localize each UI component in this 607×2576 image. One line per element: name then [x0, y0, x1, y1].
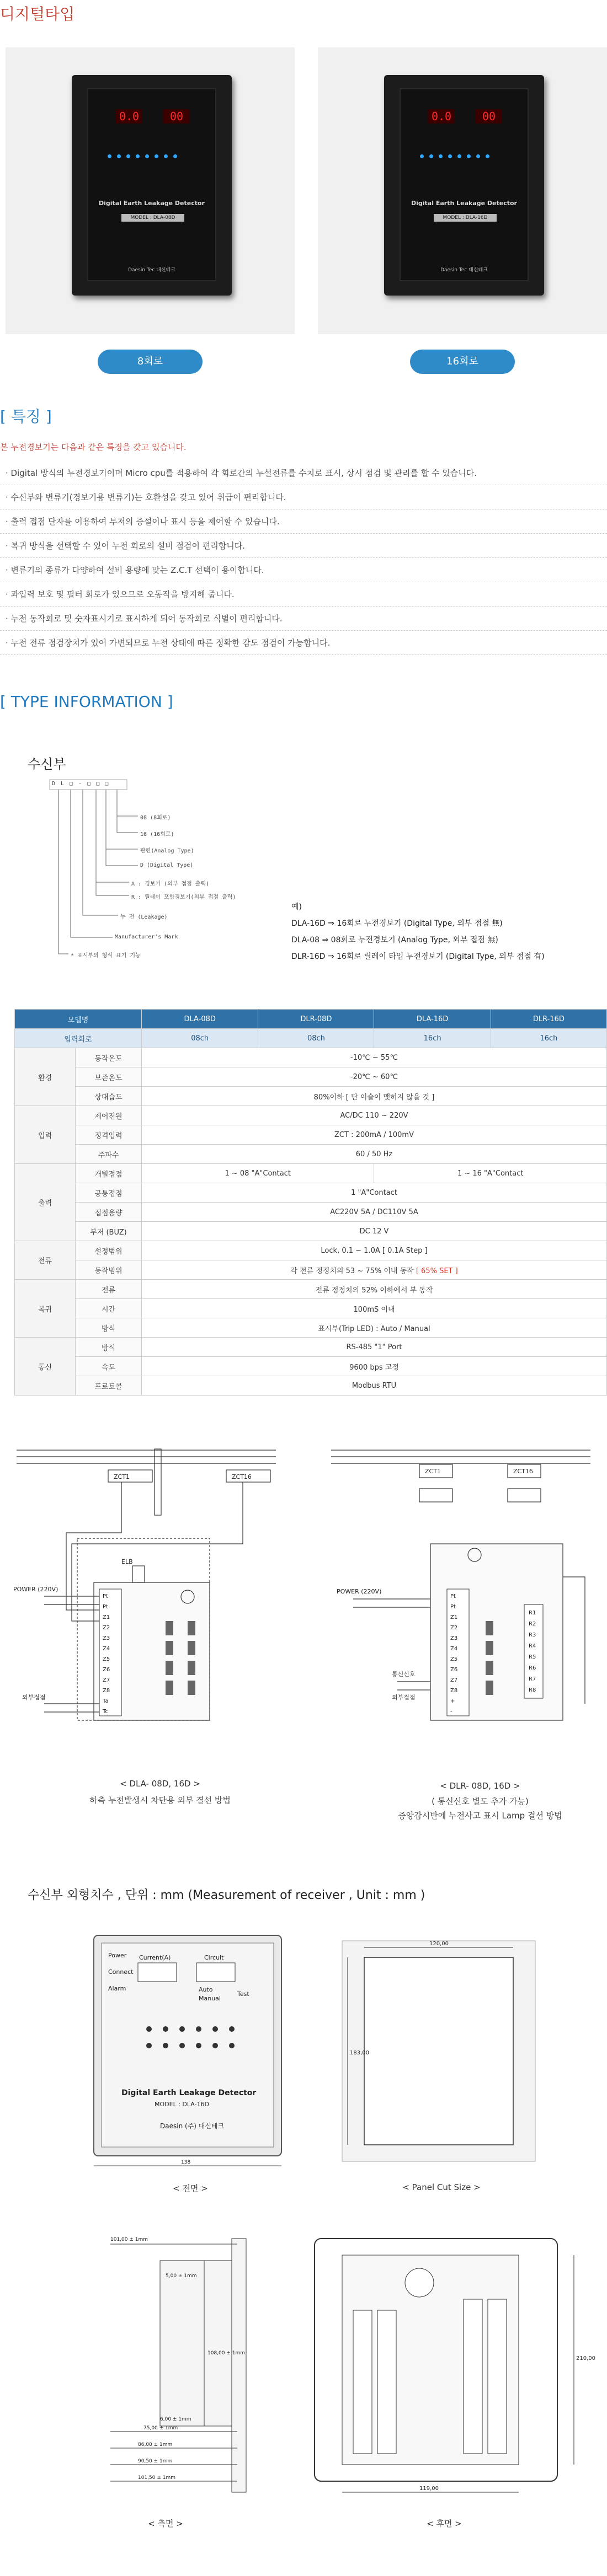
cut-width: 120,00	[429, 1941, 449, 1947]
row-label: 보존온도	[76, 1067, 142, 1087]
code-line: 08 (8회로)	[140, 815, 171, 821]
table-row	[15, 1318, 607, 1338]
op-text: 각 전류 정정치의 53 ~ 75% 이내 동작	[290, 1266, 416, 1275]
code-line: R : 릴레이 포함경보기(외부 접점 출력)	[131, 894, 236, 900]
row-label: 주파수	[76, 1145, 142, 1164]
relay-label: R1	[529, 1610, 536, 1616]
table-row	[15, 1338, 607, 1357]
fp-alarm: Alarm	[108, 1985, 126, 1992]
row-value: ZCT : 200mA / 100mV	[142, 1125, 607, 1145]
example-head: 예)	[291, 903, 302, 911]
table-row	[15, 1087, 607, 1106]
comm-label: 통신신호	[392, 1671, 416, 1678]
table-header: DLA-16D	[374, 1010, 491, 1029]
row-value: 9600 bps 고정	[142, 1357, 607, 1376]
product-photo-16ch	[318, 47, 607, 334]
terminal-label: Z8	[103, 1688, 110, 1694]
front-width: 138	[181, 2160, 191, 2165]
table-subheader: 16ch	[491, 1029, 606, 1048]
example-line: DLA-16D ⇒ 16회로 누전경보기 (Digital Type, 외부 접점 無)	[291, 919, 503, 928]
side-dim: 86,00 ± 1mm	[138, 2442, 173, 2448]
row-label: 속도	[76, 1357, 142, 1376]
row-label: 개별접점	[76, 1164, 142, 1183]
fp-power: Power	[108, 1952, 127, 1959]
row-value: 1 "A"Contact	[142, 1183, 607, 1203]
row-value: 전류 정정치의 52% 이하에서 부 동작	[142, 1280, 607, 1299]
terminal-label: Tc	[103, 1709, 108, 1715]
fp-brand: Daesin (주) 대신테크	[160, 2122, 225, 2130]
feature-item: · 과입력 보호 및 필터 회로가 있으므로 오동작을 방지해 줍니다.	[0, 582, 607, 607]
table-row	[15, 1067, 607, 1087]
group-label: 입력	[15, 1106, 76, 1164]
op-highlight: [ 65% SET ]	[416, 1266, 458, 1275]
relay-label: R2	[529, 1621, 536, 1627]
fp-auto: Auto	[199, 1986, 213, 1993]
row-label: 시간	[76, 1299, 142, 1318]
table-header: 모델명	[15, 1010, 142, 1029]
terminal-label: Pt	[103, 1593, 108, 1600]
seg-display-circuit: 00	[163, 109, 190, 124]
panel-cut-drawing	[337, 1924, 546, 2172]
table-subheader: 입력회로	[15, 1029, 142, 1048]
terminal-label: Z7	[450, 1677, 458, 1683]
code-line: A : 경보기 (외부 접점 출력)	[131, 881, 210, 887]
feature-item: · 변류기의 종류가 다양하여 설비 용량에 맞는 Z.C.T 선택이 용이합니다.	[0, 558, 607, 582]
table-row	[15, 1145, 607, 1164]
receiver-title: 수신부	[28, 756, 66, 772]
example-line: DLA-08 ⇒ 08회로 누전경보기 (Analog Type, 외부 접점 無)	[291, 936, 498, 944]
code-line: Manufacturer's Mark	[115, 934, 178, 940]
type-code-diagram	[46, 777, 256, 959]
device-image	[72, 75, 232, 296]
terminal-label: Z1	[103, 1614, 110, 1620]
type-code: D L □ - □ □ □	[52, 781, 110, 787]
table-row	[15, 1164, 607, 1183]
ext-contact-label: 외부접점	[22, 1694, 46, 1701]
zct1-label-right: ZCT1	[425, 1468, 441, 1475]
side-dim: 101,50 ± 1mm	[138, 2475, 176, 2481]
table-row	[15, 1222, 607, 1241]
rear-height: 210,00	[576, 2355, 595, 2362]
row-label: 프로토콜	[76, 1376, 142, 1396]
row-value: DC 12 V	[142, 1222, 607, 1241]
row-label: 접점용량	[76, 1203, 142, 1222]
table-subheader: 08ch	[142, 1029, 258, 1048]
row-label: 방식	[76, 1338, 142, 1357]
table-row	[15, 1260, 607, 1280]
row-value: Lock, 0.1 ~ 1.0A [ 0.1A Step ]	[142, 1241, 607, 1260]
terminal-label: Z5	[450, 1656, 458, 1662]
code-line: * 표시부의 형식 표기 기능	[71, 953, 141, 959]
group-label: 환경	[15, 1048, 76, 1106]
wiring-left-desc: 하측 누전발생시 차단용 외부 결선 방법	[89, 1795, 231, 1805]
terminal-label: Z2	[103, 1625, 110, 1631]
terminal-label: Z8	[450, 1688, 458, 1694]
side-view-drawing	[77, 2222, 309, 2509]
device-brand: Daesin Tec 대신테크	[128, 267, 175, 273]
table-row	[15, 1183, 607, 1203]
product-label-16ch[interactable]: 16회로	[410, 350, 515, 374]
row-label: 방식	[76, 1318, 142, 1338]
wiring-right-caption: < DLR- 08D, 16D >	[440, 1781, 520, 1791]
table-row	[15, 1048, 607, 1067]
page-title: 디지털타입	[0, 5, 75, 23]
table-subheader: 08ch	[258, 1029, 374, 1048]
row-label: 제어전원	[76, 1106, 142, 1125]
table-row	[15, 1125, 607, 1145]
row-label: 공통접점	[76, 1183, 142, 1203]
relay-label: R5	[529, 1654, 536, 1660]
row-value	[142, 1260, 607, 1280]
side-dim: 75,00 ± 1mm	[143, 2425, 178, 2431]
fp-circuit: Circuit	[204, 1954, 224, 1961]
terminal-label: Z5	[103, 1656, 110, 1662]
terminal-label: Z2	[450, 1625, 458, 1631]
terminal-label: Ta	[103, 1698, 109, 1704]
example-line: DLR-16D ⇒ 16회로 릴레이 타입 누전경보기 (Digital Type, 외부 접점 有)	[291, 952, 545, 961]
table-row	[15, 1010, 607, 1029]
terminal-label: Z6	[103, 1667, 110, 1673]
fp-title: Digital Earth Leakage Detector	[121, 2089, 257, 2097]
table-header: DLA-08D	[142, 1010, 258, 1029]
terminal-label: Pt	[103, 1604, 108, 1610]
seg-display-current: 0.0	[116, 109, 142, 124]
fp-manual: Manual	[199, 1995, 221, 2002]
terminal-label: Z4	[450, 1646, 458, 1652]
feature-item: · 수신부와 변류기(경보기용 변류기)는 호환성을 갖고 있어 취급이 편리합니다.	[0, 485, 607, 509]
row-value: 표시부(Trip LED) : Auto / Manual	[142, 1318, 607, 1338]
table-row	[15, 1376, 607, 1396]
row-label: 부저 (BUZ)	[76, 1222, 142, 1241]
front-caption: < 전면 >	[173, 2183, 208, 2193]
device-model: MODEL : DLA-16D	[434, 214, 497, 222]
table-row	[15, 1357, 607, 1376]
device-image	[384, 75, 544, 296]
features-title: [ 특징 ]	[0, 407, 52, 426]
device-title: Digital Earth Leakage Detector	[99, 200, 205, 207]
fp-current: Current(A)	[139, 1954, 171, 1961]
table-row	[15, 1280, 607, 1299]
row-value: 1 ~ 16 "A"Contact	[374, 1164, 607, 1183]
product-photo-8ch	[6, 47, 295, 334]
relay-label: R7	[529, 1676, 536, 1682]
row-value: -10℃ ~ 55℃	[142, 1048, 607, 1067]
front-view-drawing	[88, 1930, 292, 2172]
terminal-label: Z7	[103, 1677, 110, 1683]
side-dim: 108,00 ± 1mm	[207, 2350, 246, 2356]
device-model: MODEL : DLA-08D	[121, 214, 184, 222]
side-dim: 90,50 ± 1mm	[138, 2459, 173, 2464]
group-label: 전류	[15, 1241, 76, 1280]
device-brand: Daesin Tec 대신테크	[440, 267, 488, 273]
table-row	[15, 1241, 607, 1260]
zct16-label: ZCT16	[232, 1473, 252, 1480]
panel-cut-caption: < Panel Cut Size >	[402, 2182, 481, 2192]
power-label: POWER (220V)	[13, 1586, 58, 1593]
led-row	[105, 150, 201, 160]
row-value: RS-485 "1" Port	[142, 1338, 607, 1357]
terminal-label: +	[450, 1698, 455, 1704]
wiring-right-sub: ( 통신신호 별도 추가 가능)	[432, 1796, 529, 1806]
relay-label: R6	[529, 1665, 536, 1671]
feature-item: · Digital 방식의 누전경보기이며 Micro cpu를 적용하여 각 회로간의 누설전류를 수치로 표시, 상시 점검 및 관리를 할 수 있습니다.	[0, 461, 607, 485]
elb-label: ELB	[121, 1558, 133, 1565]
relay-label: R4	[529, 1643, 536, 1649]
row-label: 상대습도	[76, 1087, 142, 1106]
rear-view-drawing	[298, 2222, 596, 2509]
group-label: 통신	[15, 1338, 76, 1396]
terminal-label: Z6	[450, 1667, 458, 1673]
type-code-lines	[46, 777, 256, 959]
side-dim: 101,00 ± 1mm	[110, 2237, 148, 2242]
rear-caption: < 후면 >	[427, 2519, 462, 2529]
zct1-label: ZCT1	[114, 1473, 130, 1480]
relay-label: R3	[529, 1632, 536, 1638]
led-row	[417, 150, 513, 160]
group-label: 출력	[15, 1164, 76, 1241]
fp-connect: Connect	[108, 1968, 134, 1976]
table-header: DLR-16D	[491, 1010, 606, 1029]
feature-item: · 출력 접점 단자를 이용하여 부저의 증설이나 표시 등을 제어할 수 있습니다.	[0, 509, 607, 534]
fp-test: Test	[237, 1990, 249, 1998]
dims-title: 수신부 외형치수 , 단위 : mm (Measurement of receiver , Unit : mm )	[28, 1888, 425, 1902]
terminal-label: Pt	[450, 1593, 456, 1600]
side-caption: < 측면 >	[148, 2519, 183, 2529]
power-label-right: POWER (220V)	[337, 1588, 382, 1595]
features-intro: 본 누전경보기는 다음과 같은 특징을 갖고 있습니다.	[0, 442, 187, 452]
relay-label: R8	[529, 1687, 536, 1693]
table-row	[15, 1029, 607, 1048]
feature-item: · 복귀 방식을 선택할 수 있어 누전 회로의 설비 점검이 편리합니다.	[0, 534, 607, 558]
row-value: 60 / 50 Hz	[142, 1145, 607, 1164]
row-value: 1 ~ 08 "A"Contact	[142, 1164, 374, 1183]
table-row	[15, 1299, 607, 1318]
side-dim: 6,00 ± 1mm	[160, 2417, 191, 2422]
seg-display-current: 0.0	[428, 109, 455, 124]
row-label: 정격입력	[76, 1125, 142, 1145]
seg-display-circuit: 00	[476, 109, 502, 124]
fp-model: MODEL : DLA-16D	[155, 2101, 209, 2108]
code-line: 관련(Analog Type)	[140, 848, 194, 854]
type-info-title: [ TYPE INFORMATION ]	[0, 693, 173, 711]
feature-item: · 누전 동작회로 및 숫자표시기로 표시하게 되어 동작회로 식별이 편리합니다.	[0, 607, 607, 631]
side-dim: 5,00 ± 1mm	[166, 2273, 197, 2279]
terminal-label: Z3	[450, 1635, 458, 1641]
wiring-left-caption: < DLA- 08D, 16D >	[120, 1779, 200, 1789]
rear-width: 119,00	[419, 2486, 439, 2492]
device-title: Digital Earth Leakage Detector	[411, 200, 517, 207]
terminal-label: Z1	[450, 1614, 458, 1620]
cut-height: 183,00	[350, 2050, 369, 2056]
row-label: 동작온도	[76, 1048, 142, 1067]
code-line: 누 전 (Leakage)	[120, 914, 168, 920]
feature-item: · 누전 전류 점검장치가 있어 가변되므로 누전 상태에 따른 정확한 감도 점검이 가능합니다.	[0, 631, 607, 655]
row-value: 80%이하 [ 단 이슬이 맺히지 않을 것 ]	[142, 1087, 607, 1106]
code-line: 16 (16회로)	[140, 831, 174, 838]
terminal-label: Z3	[103, 1635, 110, 1641]
terminal-label: Pt	[450, 1604, 456, 1610]
row-label: 동작범위	[76, 1260, 142, 1280]
product-label-8ch[interactable]: 8회로	[98, 350, 203, 374]
code-line: D (Digital Type)	[140, 862, 194, 868]
group-label: 복귀	[15, 1280, 76, 1338]
table-header: DLR-08D	[258, 1010, 374, 1029]
row-value: AC220V 5A / DC110V 5A	[142, 1203, 607, 1222]
spec-table	[14, 1009, 607, 1396]
wiring-right-desc: 중앙감시반에 누전사고 표시 Lamp 결선 방법	[398, 1811, 562, 1821]
table-row	[15, 1106, 607, 1125]
row-value: AC/DC 110 ~ 220V	[142, 1106, 607, 1125]
ext-contact-label-right: 외부접점	[392, 1694, 416, 1701]
row-label: 설정범위	[76, 1241, 142, 1260]
terminal-label: -	[450, 1709, 452, 1715]
row-label: 전류	[76, 1280, 142, 1299]
row-value: -20℃ ~ 60℃	[142, 1067, 607, 1087]
table-row	[15, 1203, 607, 1222]
zct16-label-right: ZCT16	[513, 1468, 533, 1475]
row-value: 100mS 이내	[142, 1299, 607, 1318]
row-value: Modbus RTU	[142, 1376, 607, 1396]
terminal-label: Z4	[103, 1646, 110, 1652]
table-subheader: 16ch	[374, 1029, 491, 1048]
